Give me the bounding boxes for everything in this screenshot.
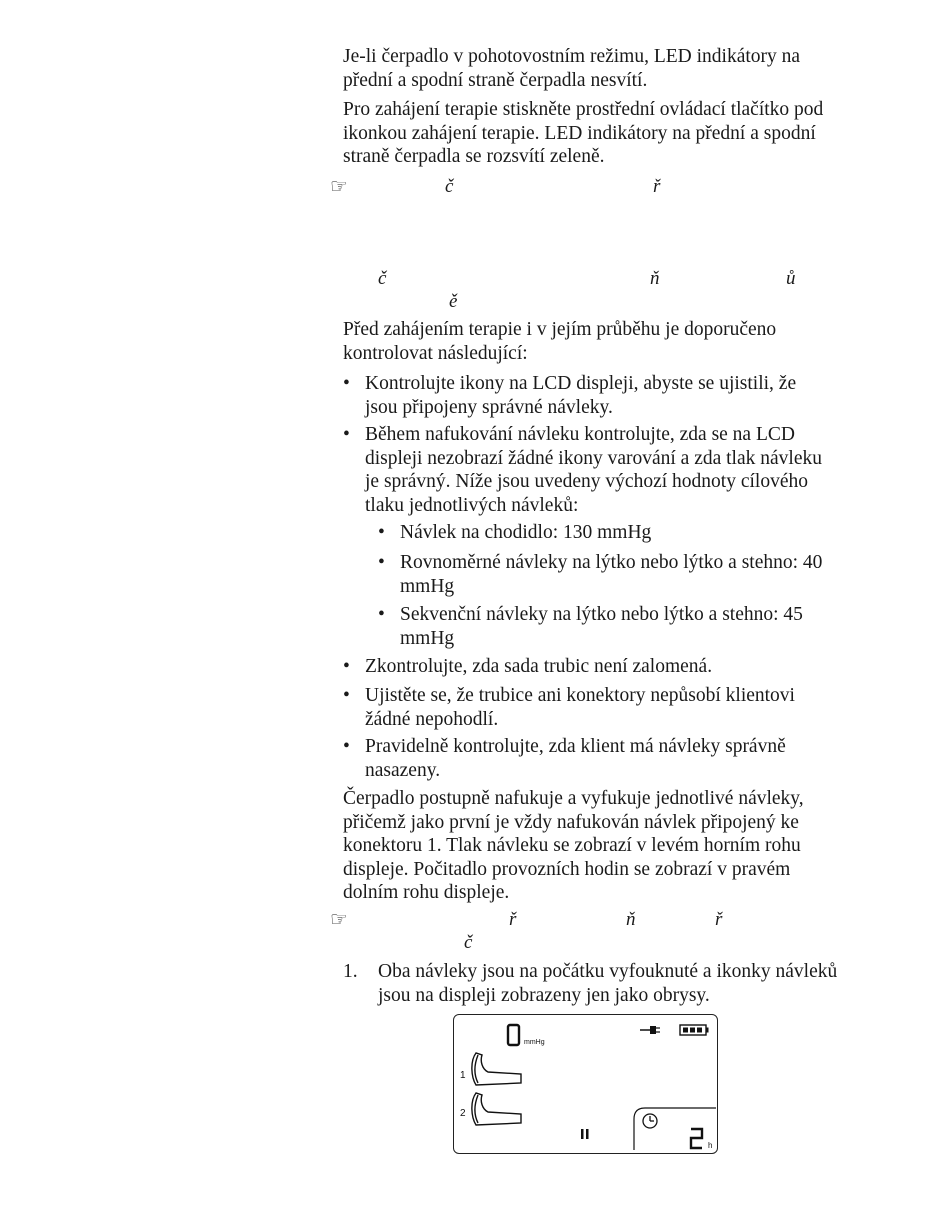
clock-icon [643,1114,657,1128]
hours-unit: h [708,1141,713,1150]
cycle-paragraph: Čerpadlo postupně nafukuje a vyfukuje jednotlivé návleky, přičemž jako první je vždy nafukován návlek připojený ke konektoru 1. Tlak návleku se zobrazí v levém horním rohu displeje. Počitadlo provozních hodin se zobrazí v pravém dolním rohu displeje. [343,788,804,903]
foot-sleeve-icon [472,1053,521,1085]
pointing-hand-icon: ☞ [330,174,348,198]
note2-glyph: č [464,932,473,953]
battery-icon [680,1025,709,1035]
pressure-readout [508,1025,519,1045]
intro-paragraph-start: Pro zahájení terapie stiskněte prostřední ovládací tlačítko pod ikonkou zahájení terapie. LED indikátory na přední a spodní straně čerpadla se rozsvítí zeleně. [343,99,824,167]
lcd-display-graphic [454,1015,719,1155]
intro-paragraph-standby: Je-li čerpadlo v pohotovostním režimu, LED indikátory na přední a spodní straně čerpadla nesvítí. [343,46,801,91]
lcd-display [453,1014,718,1154]
pause-icon [581,1129,589,1139]
port-2-label: 2 [460,1108,466,1119]
note2-glyph: ř [715,909,723,930]
note1-glyph: č [445,176,454,197]
note1-glyph: ě [449,291,458,312]
note1-glyph: č [378,268,387,289]
hours-readout [691,1129,702,1148]
hours-counter-frame [634,1108,716,1150]
note2-glyph: ň [626,909,636,930]
note1-glyph: ř [653,176,661,197]
port-1-label: 1 [460,1070,466,1081]
check-intro: Před zahájením terapie i v jejím průběhu je doporučeno kontrolovat následující: [343,319,777,364]
note2-glyph: ř [509,909,517,930]
foot-sleeve-icon [472,1093,521,1125]
plug-icon [640,1026,660,1034]
pointing-hand-icon: ☞ [330,907,348,931]
pressure-unit: mmHg [524,1039,545,1046]
note1-glyph: ů [786,268,796,289]
note1-glyph: ň [650,268,660,289]
